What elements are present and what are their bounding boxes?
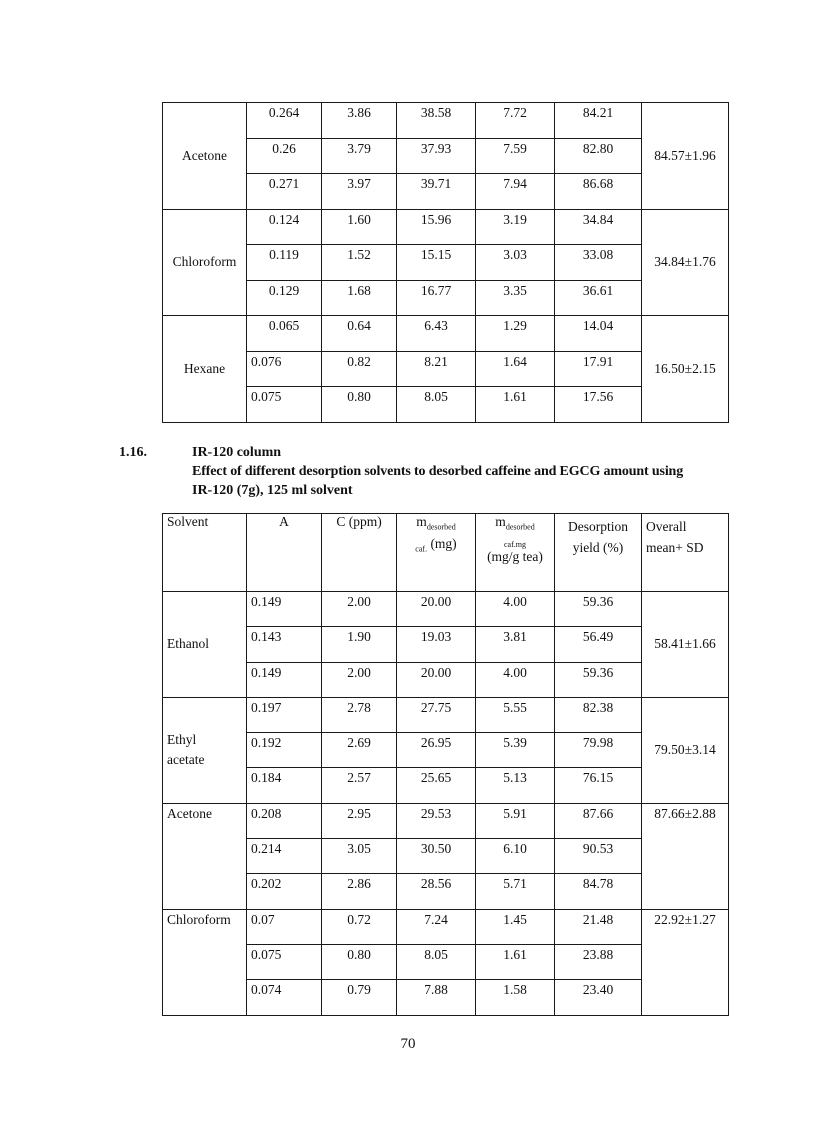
cell-a: 0.074 xyxy=(247,980,322,1015)
cell-mcaf: 20.00 xyxy=(397,662,476,697)
section-text xyxy=(192,443,752,500)
solvent-name: Acetone xyxy=(167,805,212,821)
cell-c: 0.80 xyxy=(322,944,397,979)
cell-a: 0.076 xyxy=(247,351,322,387)
m-symbol: m xyxy=(416,514,427,529)
cell-mg: 3.81 xyxy=(476,627,555,662)
cell-yield: 56.49 xyxy=(555,627,642,662)
solvent-cell xyxy=(163,803,247,909)
cell-a: 0.192 xyxy=(247,733,322,768)
cell-yield: 59.36 xyxy=(555,592,642,627)
cell-c: 0.64 xyxy=(322,316,397,352)
cell-mcaf: 37.93 xyxy=(397,138,476,174)
cell-mg: 5.91 xyxy=(476,803,555,838)
cell-mcaf: 15.15 xyxy=(397,245,476,281)
cell-a: 0.208 xyxy=(247,803,322,838)
cell-a: 0.124 xyxy=(247,209,322,245)
cell-yield: 17.56 xyxy=(555,387,642,423)
cell-mcaf: 8.21 xyxy=(397,351,476,387)
cell-yield: 90.53 xyxy=(555,839,642,874)
header-a: A xyxy=(247,514,322,592)
cell-mcaf: 26.95 xyxy=(397,733,476,768)
cell-mcaf: 16.77 xyxy=(397,280,476,316)
cell-yield: 84.78 xyxy=(555,874,642,909)
cell-c: 0.80 xyxy=(322,387,397,423)
cell-c: 1.90 xyxy=(322,627,397,662)
header-overall xyxy=(642,514,729,592)
cell-a: 0.143 xyxy=(247,627,322,662)
overall-cell: 16.50±2.15 xyxy=(642,316,729,423)
overall-cell: 22.92±1.27 xyxy=(642,909,729,1015)
desorption-table-continued xyxy=(162,102,729,423)
header-yield xyxy=(555,514,642,592)
cell-mg: 5.39 xyxy=(476,733,555,768)
overall-cell: 79.50±3.14 xyxy=(642,697,729,803)
cell-yield: 34.84 xyxy=(555,209,642,245)
cell-c: 2.57 xyxy=(322,768,397,803)
cell-yield: 14.04 xyxy=(555,316,642,352)
cell-c: 2.00 xyxy=(322,662,397,697)
cell-c: 1.60 xyxy=(322,209,397,245)
m-unit: (mg) xyxy=(430,535,457,551)
cell-mcaf: 8.05 xyxy=(397,387,476,423)
cell-c: 2.00 xyxy=(322,592,397,627)
solvent-cell: Acetone xyxy=(163,103,247,210)
table-row xyxy=(163,803,729,838)
solvent-cell: Hexane xyxy=(163,316,247,423)
cell-mg: 1.29 xyxy=(476,316,555,352)
table-caption-line-2: IR-120 (7g), 125 ml solvent xyxy=(192,483,353,498)
cell-mg: 6.10 xyxy=(476,839,555,874)
cell-mg: 1.61 xyxy=(476,944,555,979)
cell-c: 2.86 xyxy=(322,874,397,909)
cell-yield: 76.15 xyxy=(555,768,642,803)
cell-mcaf: 39.71 xyxy=(397,174,476,210)
solvent-cell xyxy=(163,909,247,1015)
overall-cell: 84.57±1.96 xyxy=(642,103,729,210)
table-caption-line-1: Effect of different desorption solvents to desorbed caffeine and EGCG amount using xyxy=(192,464,684,479)
cell-mcaf: 19.03 xyxy=(397,627,476,662)
cell-mg: 3.35 xyxy=(476,280,555,316)
cell-a: 0.184 xyxy=(247,768,322,803)
cell-c: 3.79 xyxy=(322,138,397,174)
solvent-cell: Chloroform xyxy=(163,209,247,316)
cell-a: 0.264 xyxy=(247,103,322,139)
cell-mcaf: 25.65 xyxy=(397,768,476,803)
cell-c: 3.97 xyxy=(322,174,397,210)
cell-mcaf: 28.56 xyxy=(397,874,476,909)
cell-yield: 82.80 xyxy=(555,138,642,174)
table-row xyxy=(163,909,729,944)
header-m-desorbed-caf xyxy=(397,514,476,592)
solvent-cell xyxy=(163,592,247,698)
table-row xyxy=(163,592,729,627)
cell-mg: 4.00 xyxy=(476,592,555,627)
m-symbol: m xyxy=(495,514,506,529)
cell-mg: 1.45 xyxy=(476,909,555,944)
cell-yield: 84.21 xyxy=(555,103,642,139)
cell-a: 0.271 xyxy=(247,174,322,210)
cell-a: 0.07 xyxy=(247,909,322,944)
cell-yield: 36.61 xyxy=(555,280,642,316)
cell-yield: 23.40 xyxy=(555,980,642,1015)
cell-yield: 33.08 xyxy=(555,245,642,281)
cell-yield: 82.38 xyxy=(555,697,642,732)
cell-mcaf: 7.88 xyxy=(397,980,476,1015)
solvent-name: Ethanol xyxy=(167,636,209,652)
m-unit: (mg/g tea) xyxy=(487,548,543,564)
cell-c: 0.82 xyxy=(322,351,397,387)
m-subscript-2: caf. xyxy=(415,544,428,554)
header-solvent: Solvent xyxy=(163,514,247,592)
section-number: 1.16. xyxy=(119,445,147,460)
table-row xyxy=(163,209,729,245)
cell-yield: 86.68 xyxy=(555,174,642,210)
table-row xyxy=(163,103,729,139)
page-number: 70 xyxy=(400,1036,416,1052)
cell-mg: 5.13 xyxy=(476,768,555,803)
table-header-row xyxy=(163,514,729,592)
m-subscript-2: caf.mg xyxy=(504,539,526,549)
header-yield-line-1: Desorption xyxy=(568,519,628,534)
cell-mg: 1.64 xyxy=(476,351,555,387)
cell-a: 0.149 xyxy=(247,592,322,627)
header-yield-line-2: yield (%) xyxy=(572,540,624,555)
cell-c: 0.79 xyxy=(322,980,397,1015)
cell-mcaf: 8.05 xyxy=(397,944,476,979)
solvent-name-line-1: Ethyl xyxy=(167,732,197,748)
cell-mg: 7.59 xyxy=(476,138,555,174)
cell-c: 0.72 xyxy=(322,909,397,944)
cell-a: 0.075 xyxy=(247,944,322,979)
cell-mcaf: 15.96 xyxy=(397,209,476,245)
cell-c: 1.52 xyxy=(322,245,397,281)
cell-c: 3.86 xyxy=(322,103,397,139)
cell-c: 2.95 xyxy=(322,803,397,838)
cell-a: 0.149 xyxy=(247,662,322,697)
cell-yield: 79.98 xyxy=(555,733,642,768)
solvent-name: Chloroform xyxy=(167,911,231,927)
solvent-cell xyxy=(163,697,247,803)
cell-yield: 23.88 xyxy=(555,944,642,979)
cell-mcaf: 29.53 xyxy=(397,803,476,838)
cell-mg: 4.00 xyxy=(476,662,555,697)
cell-mcaf: 38.58 xyxy=(397,103,476,139)
table-row xyxy=(163,697,729,732)
cell-mg: 5.71 xyxy=(476,874,555,909)
cell-yield: 59.36 xyxy=(555,662,642,697)
ir120-desorption-table xyxy=(162,513,729,1016)
cell-a: 0.065 xyxy=(247,316,322,352)
cell-mcaf: 6.43 xyxy=(397,316,476,352)
m-subscript: desorbed xyxy=(426,522,456,532)
overall-cell: 87.66±2.88 xyxy=(642,803,729,909)
header-m-desorbed-mg xyxy=(476,514,555,592)
cell-mg: 3.19 xyxy=(476,209,555,245)
cell-c: 1.68 xyxy=(322,280,397,316)
cell-mg: 1.58 xyxy=(476,980,555,1015)
cell-a: 0.214 xyxy=(247,839,322,874)
cell-mcaf: 30.50 xyxy=(397,839,476,874)
cell-a: 0.129 xyxy=(247,280,322,316)
header-c: C (ppm) xyxy=(322,514,397,592)
solvent-name-line-2: acetate xyxy=(167,752,205,768)
cell-a: 0.197 xyxy=(247,697,322,732)
section-title: IR-120 column xyxy=(192,445,282,460)
m-subscript: desorbed xyxy=(505,522,535,532)
cell-yield: 87.66 xyxy=(555,803,642,838)
cell-a: 0.26 xyxy=(247,138,322,174)
table-row xyxy=(163,316,729,352)
cell-yield: 21.48 xyxy=(555,909,642,944)
cell-mcaf: 20.00 xyxy=(397,592,476,627)
header-overall-line-2: mean+ SD xyxy=(646,540,704,555)
overall-cell: 34.84±1.76 xyxy=(642,209,729,316)
cell-a: 0.202 xyxy=(247,874,322,909)
cell-mcaf: 27.75 xyxy=(397,697,476,732)
cell-c: 3.05 xyxy=(322,839,397,874)
cell-mg: 7.72 xyxy=(476,103,555,139)
cell-a: 0.119 xyxy=(247,245,322,281)
cell-c: 2.69 xyxy=(322,733,397,768)
cell-c: 2.78 xyxy=(322,697,397,732)
cell-yield: 17.91 xyxy=(555,351,642,387)
cell-mg: 5.55 xyxy=(476,697,555,732)
cell-mg: 3.03 xyxy=(476,245,555,281)
cell-a: 0.075 xyxy=(247,387,322,423)
header-overall-line-1: Overall xyxy=(646,519,687,534)
cell-mg: 7.94 xyxy=(476,174,555,210)
cell-mcaf: 7.24 xyxy=(397,909,476,944)
cell-mg: 1.61 xyxy=(476,387,555,423)
overall-cell: 58.41±1.66 xyxy=(642,592,729,698)
